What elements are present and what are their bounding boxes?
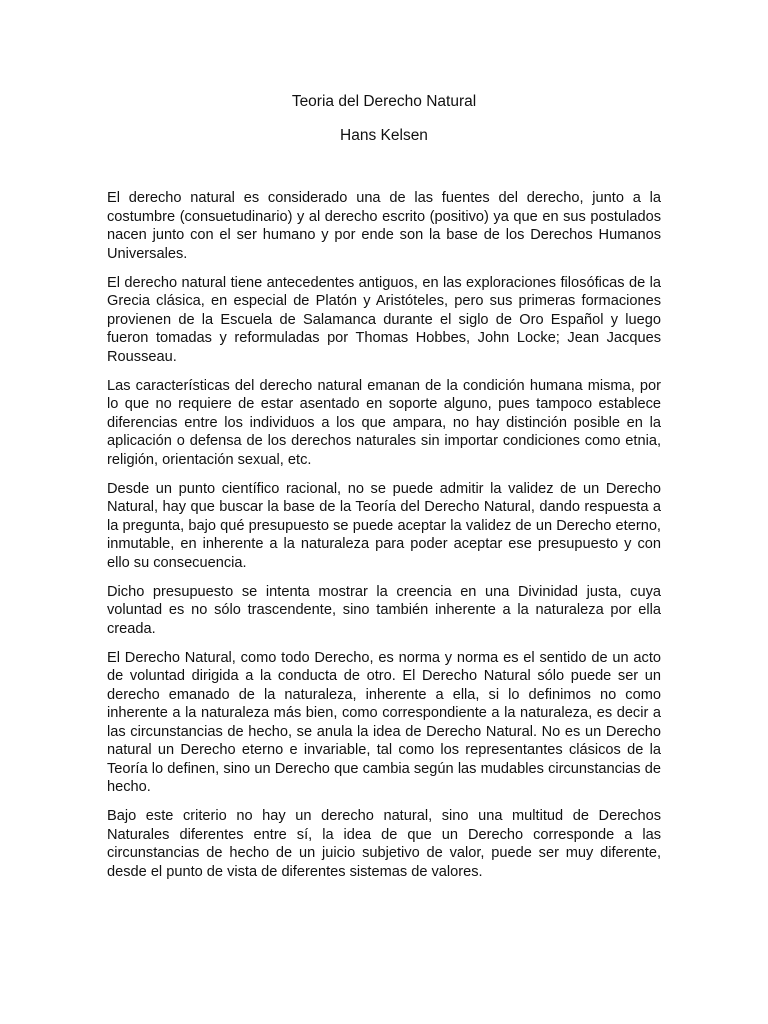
document-title: Teoria del Derecho Natural	[291, 93, 477, 110]
paragraph-2: El derecho natural tiene antecedentes antiguos, en las exploraciones filosóficas de la Grecia clásica, en especial de Platón y Aristóteles, pero sus primeras formaciones provienen de la Escuela de Salamanca durante el siglo de Oro Español y luego fueron tomadas y reformuladas por Thomas Hobbes, John Locke; Jean Jacques Rousseau.	[107, 274, 661, 365]
paragraph-3: Las características del derecho natural emanan de la condición humana misma, por lo que no requiere de estar asentado en soporte alguno, pues tampoco establece diferencias entre los individuos a los que ampara, no hay distinción posible en la aplicación o defensa de los derechos naturales sin importar condiciones como etnia, religión, orientación sexual, etc.	[107, 377, 661, 468]
paragraph-6: El Derecho Natural, como todo Derecho, es norma y norma es el sentido de un acto de voluntad dirigida a la conducta de otro. El Derecho Natural sólo puede ser un derecho emanado de la naturaleza, inherente a ella, si lo definimos no como inherente a la naturaleza más bien, como correspondiente a la naturaleza, es decir a las circunstancias de hecho, se anula la idea de Derecho Natural. No es un Derecho natural un Derecho eterno e invariable, tal como los representantes clásicos de la Teoría lo definen, sino un Derecho que cambia según las mudables circunstancias de hecho.	[107, 649, 661, 795]
paragraph-7: Bajo este criterio no hay un derecho natural, sino una multitud de Derechos Naturales diferentes entre sí, la idea de que un Derecho corresponde a las circunstancias de hecho de un juicio subjetivo de valor, puede ser muy diferente, desde el punto de vista de diferentes sistemas de valores.	[107, 808, 661, 880]
document-body	[107, 189, 661, 892]
paragraph-5: Dicho presupuesto se intenta mostrar la creencia en una Divinidad justa, cuya voluntad es no sólo trascendente, sino también inherente a la naturaleza por ella creada.	[107, 583, 661, 637]
paragraph-4: Desde un punto científico racional, no se puede admitir la validez de un Derecho Natural, hay que buscar la base de la Teoría del Derecho Natural, dando respuesta a la pregunta, bajo qué presupuesto se puede aceptar la validez de un Derecho eterno, inmutable, en inherente a la naturaleza para poder aceptar ese presupuesto y con ello su consecuencia.	[107, 480, 661, 571]
paragraph-1: El derecho natural es considerado una de las fuentes del derecho, junto a la costumbre (consuetudinario) y al derecho escrito (positivo) ya que en sus postulados nacen junto con el ser humano y por ende son la base de los Derechos Humanos Universales.	[107, 190, 661, 262]
document-author: Hans Kelsen	[340, 127, 428, 144]
